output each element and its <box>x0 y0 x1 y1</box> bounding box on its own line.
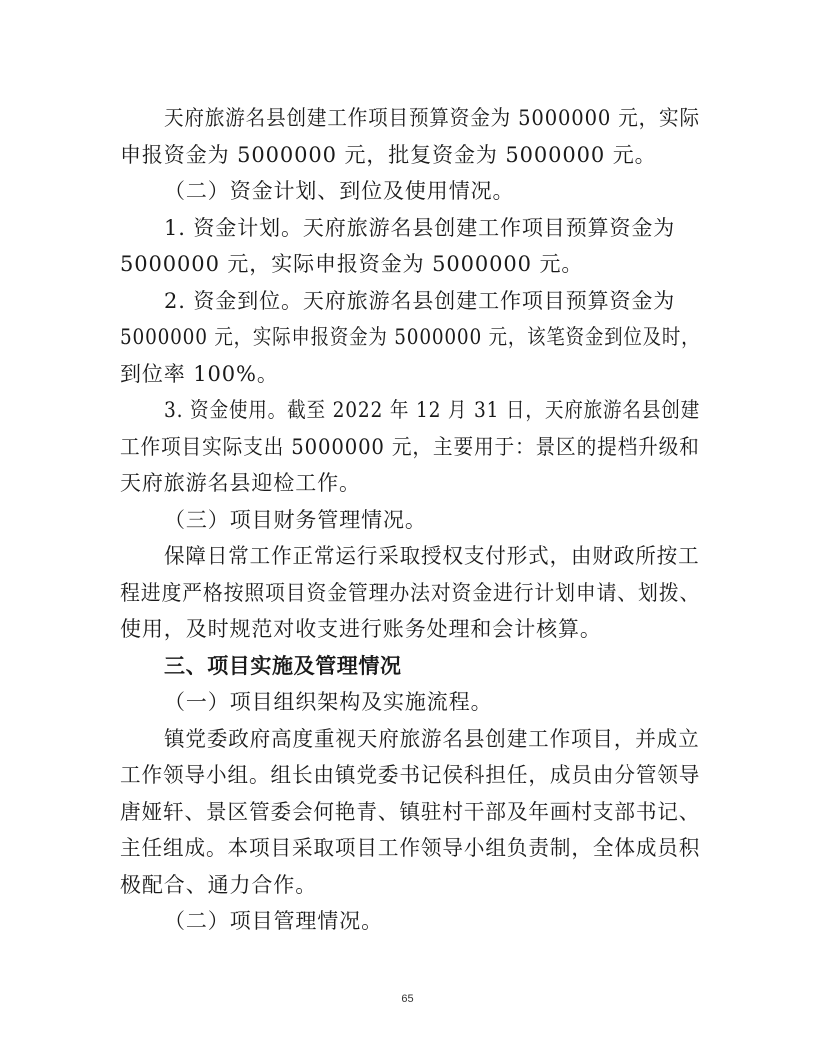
fund-arrival-line-1: 2. 资金到位。天府旅游名县创建工作项目预算资金为 <box>164 289 676 313</box>
paragraph-budget-line-2: 申报资金为 5000000 元，批复资金为 5000000 元。 <box>120 143 657 167</box>
fund-usage-line-2: 工作项目实际支出 5000000 元，主要用于：景区的提档升级和 <box>120 435 700 459</box>
organization-line-4: 主任组成。本项目采取项目工作领导小组负责制，全体成员积 <box>120 836 701 860</box>
paragraph-budget-line-1: 天府旅游名县创建工作项目预算资金为 5000000 元，实际 <box>164 106 700 130</box>
page-number: 65 <box>401 993 414 1005</box>
section-heading-project-management: （二）项目管理情况。 <box>164 909 383 933</box>
fund-usage-line-1: 3. 资金使用。截至 2022 年 12 月 31 日，天府旅游名县创建 <box>164 398 701 422</box>
organization-line-2: 工作领导小组。组长由镇党委书记侯科担任，成员由分管领导 <box>120 763 701 787</box>
chapter-heading-implementation: 三、项目实施及管理情况 <box>164 654 402 678</box>
section-heading-financial-management: （三）项目财务管理情况。 <box>164 508 427 532</box>
organization-line-1: 镇党委政府高度重视天府旅游名县创建工作项目，并成立 <box>164 727 700 751</box>
financial-management-line-1: 保障日常工作正常运行采取授权支付形式，由财政所按工 <box>164 544 700 568</box>
organization-line-5: 极配合、通力合作。 <box>120 873 318 897</box>
section-heading-organization: （一）项目组织架构及实施流程。 <box>164 690 493 714</box>
fund-plan-line-1: 1. 资金计划。天府旅游名县创建工作项目预算资金为 <box>164 216 676 240</box>
fund-arrival-line-3: 到位率 100%。 <box>120 362 279 386</box>
financial-management-line-2: 程进度严格按照项目资金管理办法对资金进行计划申请、划拨、 <box>120 581 701 605</box>
fund-plan-line-2: 5000000 元，实际申报资金为 5000000 元。 <box>120 252 584 276</box>
organization-line-3: 唐娅轩、景区管委会何艳青、镇驻村干部及年画村支部书记、 <box>120 800 701 824</box>
fund-arrival-line-2: 5000000 元，实际申报资金为 5000000 元，该笔资金到位及时， <box>120 325 701 349</box>
section-heading-fund-plan: （二）资金计划、到位及使用情况。 <box>164 179 515 203</box>
fund-usage-line-3: 天府旅游名县迎检工作。 <box>120 471 361 495</box>
financial-management-line-3: 使用，及时规范对收支进行账务处理和会计核算。 <box>120 617 602 641</box>
